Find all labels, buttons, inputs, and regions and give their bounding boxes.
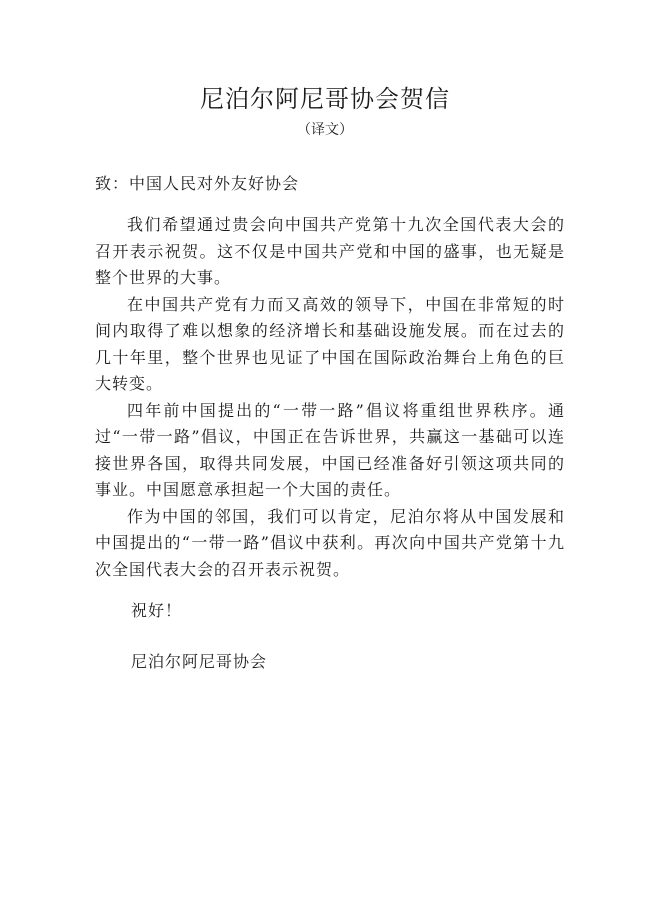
closing-greeting: 祝好！ (131, 601, 183, 620)
letter-body (95, 212, 565, 583)
paragraph-congratulations: 我们希望通过贵会向中国共产党第十九次全国代表大会的召开表示祝贺。这不仅是中国共产党和中国的盛事，也无疑是整个世界的大事。 (95, 215, 565, 287)
salutation: 致：中国人民对外友好协会 (95, 174, 300, 193)
signature: 尼泊尔阿尼哥协会 (131, 652, 268, 671)
letter-title: 尼泊尔阿尼哥协会贺信 (200, 85, 450, 113)
paragraph-neighbor: 作为中国的邻国，我们可以肯定，尼泊尔将从中国发展和中国提出的“一带一路”倡议中获利。再次向中国共产党第十九次全国代表大会的召开表示祝贺。 (95, 506, 565, 579)
paragraph-belt-and-road: 四年前中国提出的“一带一路”倡议将重组世界秩序。通过“一带一路”倡议，中国正在告诉世界，共赢这一基础可以连接世界各国，取得共同发展，中国已经准备好引领这项共同的事业。中国愿意承担起一个大国的责任。 (95, 400, 565, 499)
paragraph-leadership: 在中国共产党有力而又高效的领导下，中国在非常短的时间内取得了难以想象的经济增长和基础设施发展。而在过去的几十年里，整个世界也见证了中国在国际政治舞台上角色的巨大转变。 (95, 294, 565, 393)
translation-note: （译文） (297, 122, 353, 138)
